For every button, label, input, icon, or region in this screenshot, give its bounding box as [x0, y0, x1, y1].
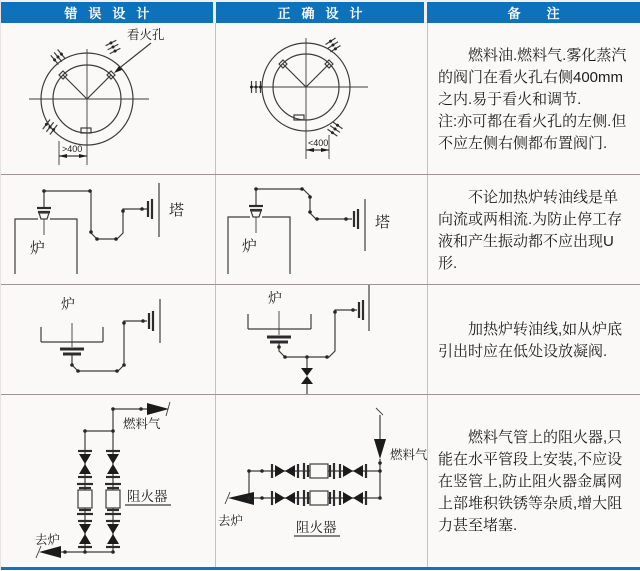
diagram-row2-correct — [216, 175, 428, 284]
arrester-label: 阻火器 — [127, 489, 168, 504]
remark-cell-row2 — [428, 175, 640, 284]
to-furnace-label: 去炉 — [218, 514, 244, 528]
furnace-label: 炉 — [30, 240, 46, 257]
tower-label: 塔 — [169, 202, 185, 219]
tower-label: 塔 — [375, 214, 391, 231]
table-header — [1, 2, 640, 23]
to-furnace-label: 去炉 — [35, 533, 61, 547]
diagram-row4-wrong — [1, 395, 216, 567]
remark-text: 加热炉转油线,如从炉底引出时应在低处设放凝阀. — [438, 320, 623, 360]
fuel-gas-label: 燃料气 — [123, 417, 161, 431]
furnace-label: 炉 — [242, 238, 258, 255]
remark-cell-row3 — [428, 285, 640, 394]
diagram-row2-wrong — [1, 175, 216, 284]
header-wrong-design: 错误设计 — [1, 2, 213, 23]
diagram-row3-wrong — [1, 285, 216, 394]
furnace-label: 炉 — [61, 296, 75, 312]
diagram-row3-correct — [216, 285, 428, 394]
fuel-gas-label: 燃料气 — [390, 448, 428, 462]
arrester-label: 阻火器 — [296, 520, 337, 535]
remark-text: 不论加热炉转油线是单向流或两相流.为防止停工存液和产生振动都不应出现U形. — [438, 188, 623, 272]
dimension-label: >400 — [62, 144, 83, 154]
row-transfer-line-u — [1, 175, 640, 285]
valve-arrester-column-left — [77, 451, 93, 547]
peephole-label: 看火孔 — [127, 28, 165, 42]
row-flame-arrester — [1, 395, 640, 567]
row-peephole-valves — [1, 23, 640, 175]
remark-note: 注:亦可都在看火孔的左侧.但不应左侧右侧都布置阀门. — [438, 112, 627, 152]
remark-text: 燃料油.燃料气.雾化蒸汽的阀门在看火孔右侧400mm之内.易于看火和调节. — [438, 46, 627, 108]
valve-arrester-row-bottom — [272, 490, 366, 506]
diagram-row1-wrong — [1, 23, 216, 174]
remark-text: 燃料气管上的阻火器,只能在水平管段上安装,不应设在竖管上,防止阻火器金属网上部堆积铁锈等杂质,增大阻力甚至堵塞. — [438, 429, 623, 534]
furnace-label: 炉 — [268, 290, 282, 306]
valve-arrester-row-top — [272, 463, 366, 479]
header-correct-design: 正确设计 — [216, 2, 425, 23]
diagram-row4-correct — [216, 395, 428, 567]
remark-cell-row1 — [428, 23, 640, 174]
row-drain-valve — [1, 285, 640, 395]
valve-arrester-column-right — [105, 451, 121, 547]
dimension-label: <400 — [308, 138, 329, 148]
header-remark: 备注 — [427, 2, 640, 23]
remark-cell-row4 — [428, 395, 640, 567]
diagram-row1-correct — [216, 23, 428, 174]
